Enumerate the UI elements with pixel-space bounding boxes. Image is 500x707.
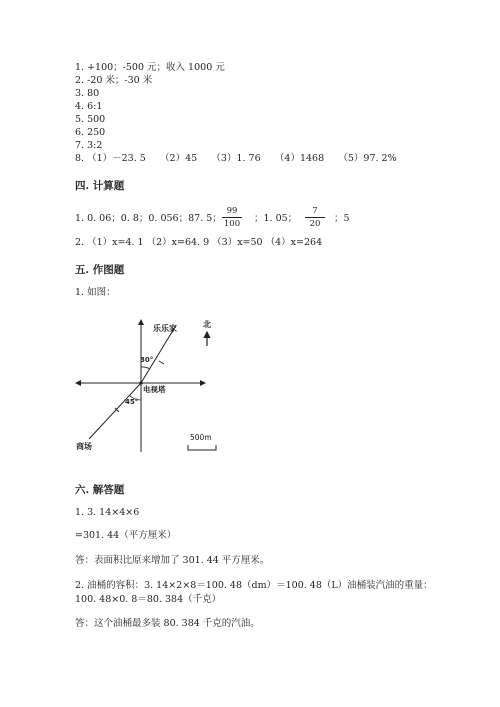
section-5-heading: 五. 作图题 [75, 264, 125, 276]
solution-1-answer: 答：表面积比原来增加了 301. 44 平方厘米。 [75, 555, 270, 566]
direction-diagram [0, 310, 500, 470]
angle-arc-30 [141, 367, 150, 369]
fraction-2-numerator: 7 [312, 206, 318, 216]
fraction-99-100 [220, 206, 244, 229]
calc-line-1-mid: ；1. 05； [254, 213, 298, 224]
section-6-heading: 六. 解答题 [75, 484, 125, 496]
fraction-1-denominator: 100 [223, 219, 241, 229]
drawing-intro: 1. 如图： [75, 287, 116, 298]
answer-6: 6. 250 [75, 127, 106, 138]
line-to-home [141, 327, 175, 383]
solution-1-line-2: =301. 44（平方厘米） [75, 530, 177, 541]
label-tower: 电视塔 [143, 385, 166, 394]
calc-line-1-suffix: ；5 [334, 213, 350, 224]
answer-3: 3. 80 [75, 88, 100, 99]
section-4-heading: 四. 计算题 [75, 180, 125, 192]
label-scale: 500m [190, 433, 212, 442]
label-home: 乐乐家 [153, 324, 177, 333]
fraction-2-bar [305, 217, 325, 218]
fraction-1-bar [222, 217, 242, 218]
label-angle-45: 45° [125, 398, 139, 406]
tick-mark-1 [159, 361, 164, 364]
fraction-1-numerator: 99 [226, 206, 238, 216]
answer-5: 5. 500 [75, 114, 106, 125]
scale-bar [188, 445, 216, 450]
label-north: 北 [203, 320, 211, 329]
label-mall: 商场 [76, 442, 92, 451]
solution-2-line-1: 2. 油桶的容积：3. 14×2×8＝100. 48（dm）＝100. 48（L）油桶装汽油的重量： [75, 580, 433, 591]
solution-2-line-2: 100. 48×0. 8＝80. 384（千克） [75, 594, 222, 605]
line-to-mall [89, 383, 141, 439]
label-angle-30: 30° [140, 356, 154, 364]
answer-8: 8. （1）－23. 5 （2）45 （3）1. 76 （4）1468 （5）97. 2% [75, 153, 397, 164]
solution-2-answer: 答：这个油桶最多装 80. 384 千克的汽油。 [75, 618, 260, 629]
answer-2: 2. -20 米；-30 米 [75, 75, 153, 86]
fraction-7-20 [303, 206, 327, 229]
calc-line-1-prefix: 1. 0. 06；0. 8；0. 056；87. 5； [75, 213, 222, 224]
answer-7: 7. 3:2 [75, 140, 103, 151]
calc-line-2: 2. （1）x=4. 1 （2）x=64. 9 （3）x=50 （4）x=264 [75, 237, 323, 248]
answer-4: 4. 6:1 [75, 101, 103, 112]
answer-1: 1. +100；-500 元；收入 1000 元 [75, 62, 225, 73]
fraction-2-denominator: 20 [309, 219, 321, 229]
solution-1-line-1: 1. 3. 14×4×6 [75, 507, 140, 518]
